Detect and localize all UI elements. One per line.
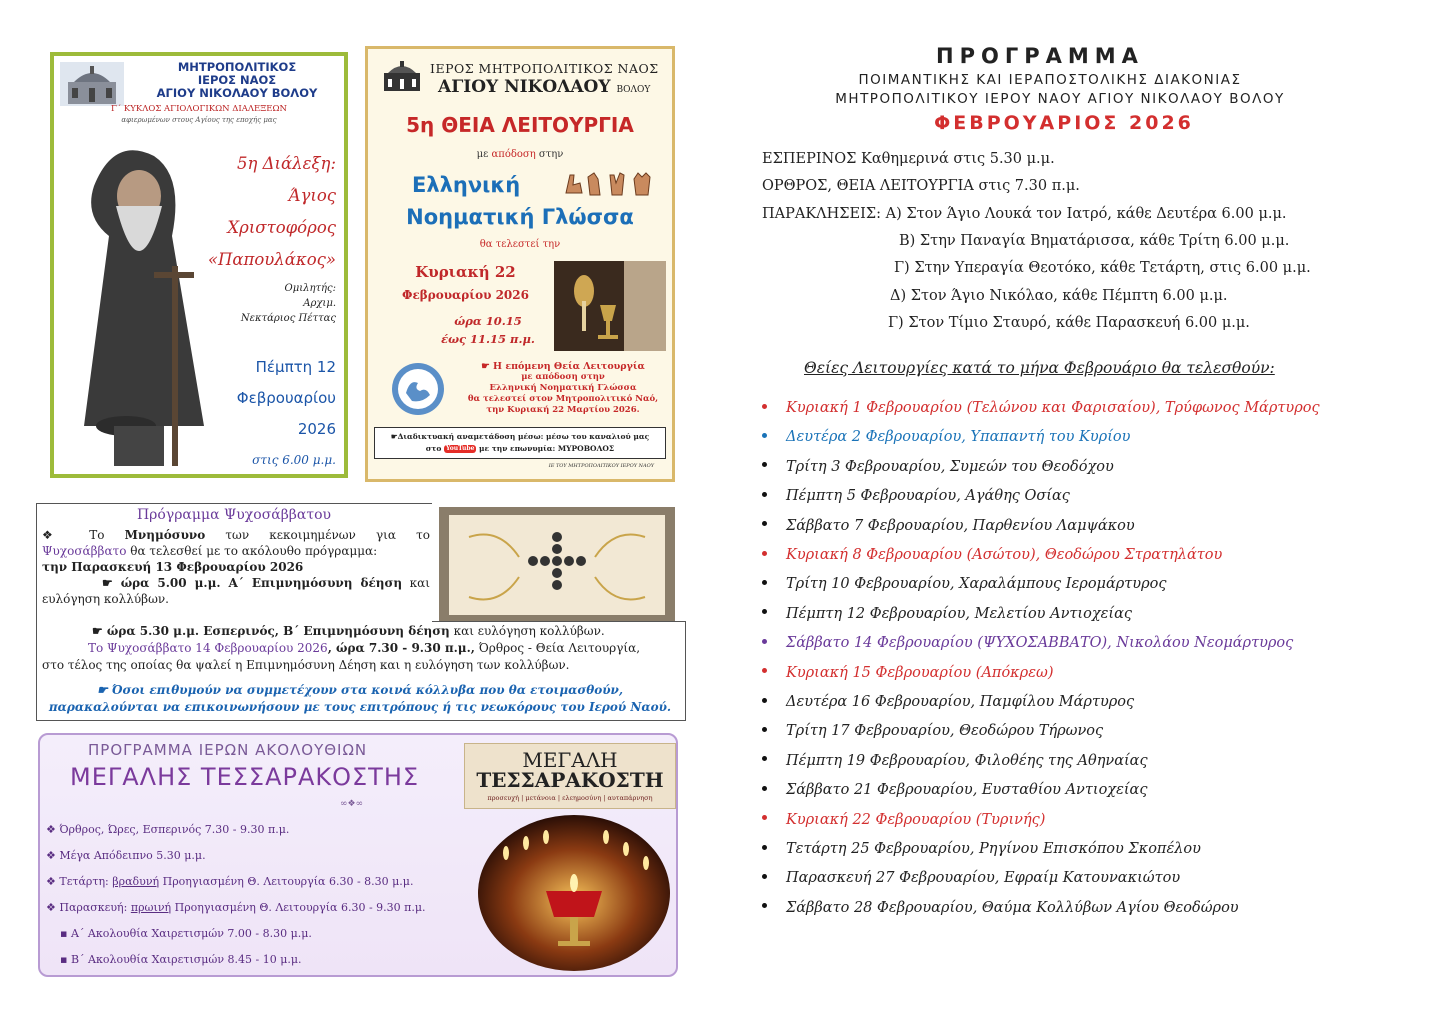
list-item-text: Δευτέρα 16 Φεβρουαρίου, Παμφίλου Μάρτυρος (786, 694, 1135, 710)
list-item-text: Πέμπτη 12 Φεβρουαρίου, Μελετίου Αντιοχείας (786, 605, 1132, 622)
speaker: Ομιλητής: Αρχιμ. Νεκτάριος Πέττας (240, 283, 336, 324)
list-item (762, 459, 1114, 475)
vespers-line: ΕΣΠΕΡΙΝΟΣ Καθημερινά στις 5.30 μ.μ. (762, 151, 1055, 167)
list-item (762, 576, 1167, 592)
bullet-icon (762, 786, 767, 791)
list-item-text: Κυριακή 8 Φεβρουαρίου (Ασώτου), Θεοδώρου Στρατηλάτου (786, 547, 1223, 563)
list-item (762, 870, 1180, 886)
list-item-text: Σάββατο 21 Φεβρουαρίου, Ευσταθίου Αντιοχείας (786, 782, 1148, 799)
lent-item-wednesday: ❖ Τετάρτη: βραδυνή Προηγιασμένη Θ. Λειτουργία 6.30 - 8.30 μ.μ. (46, 875, 414, 888)
list-item-text: Δευτέρα 2 Φεβρουαρίου, Υπαπαντή του Κυρίου (786, 429, 1131, 446)
sign-hands-icon (560, 167, 660, 201)
program-month: ΦΕΒΡΟΥΑΡΙΟΣ 2026 (934, 112, 1194, 134)
bullet-icon (762, 903, 767, 908)
list-item (762, 606, 1132, 622)
list-item (762, 547, 1222, 563)
bullet-icon (762, 492, 767, 497)
lent-item-apodeipno: ❖ Μέγα Απόδειπνο 5.30 μ.μ. (46, 849, 206, 862)
lent-item-orthros: ❖ Όρθρος, Ώρες, Εσπερινός 7.30 - 9.30 π.μ. (46, 823, 290, 836)
lent-title1: ΠΡΟΓΡΑΜΜΑ ΙΕΡΩΝ ΑΚΟΛΟΥΘΙΩΝ (88, 741, 368, 759)
bullet-icon (762, 756, 767, 761)
lecture-cycle: Γ΄ ΚΥΚΛΟΣ ΑΓΙΟΛΟΓΙΚΩΝ ΔΙΑΛΕΞΕΩΝ (111, 104, 287, 114)
list-item-text: Σάββατο 7 Φεβρουαρίου, Παρθενίου Λαμψάκου (786, 517, 1135, 534)
list-item-text: Τρίτη 17 Φεβρουαρίου, Θεοδώρου Τήρωνος (786, 723, 1104, 740)
lent-item-chairetismoi-b: ▪ Β΄ Ακολουθία Χαιρετισμών 8.45 - 10 μ.μ. (60, 953, 302, 966)
kollyva-photo-icon (439, 507, 675, 621)
bullet-icon (762, 845, 767, 850)
liturgy-with: με απόδοση στην (476, 149, 564, 160)
bullet-icon (762, 815, 767, 820)
paraklisis-d: Δ) Στον Άγιο Νικόλαο, κάθε Πέμπτη 6.00 μ.μ. (890, 288, 1228, 304)
sign-language-logo-icon (390, 361, 446, 417)
lecture-info: 5η Διάλεξη: Άγιος Χριστοφόρος «Παπουλάκος» (207, 154, 336, 269)
list-item-text: Παρασκευή 27 Φεβρουαρίου, Εφραίμ Κατουνακιώτου (786, 870, 1181, 887)
liturgy-poster (365, 46, 675, 482)
list-item (762, 812, 1045, 828)
liturgy-will: θα τελεστεί την (479, 239, 561, 250)
list-item (762, 518, 1135, 534)
lent-item-friday: ❖ Παρασκευή: πρωινή Προηγιασμένη Θ. Λειτουργία 6.30 - 9.30 π.μ. (46, 901, 426, 914)
list-item (762, 400, 1320, 416)
psychosavvato-vespers: ☛ ώρα 5.30 μ.μ. Εσπερινός, Β΄ Επιμνημόσυνη δέηση και ευλόγηση κολλύβων. (92, 624, 605, 638)
lang-greek: Ελληνική (412, 173, 521, 197)
bullet-icon (762, 698, 767, 703)
bullet-icon (762, 668, 767, 673)
list-item-text: Σάββατο 14 Φεβρουαρίου (ΨΥΧΟΣΑΒΒΑΤΟ), Νικολάου Νεομάρτυρος (786, 635, 1294, 652)
bullet-icon (762, 404, 767, 409)
psychosavvato-note1: ☛ Όσοι επιθυμούν να συμμετέχουν στα κοινά κόλλυβα που θα ετοιμασθούν, (96, 683, 624, 697)
psychosavvato-note2: παρακαλούνται να επικοινωνήσουν με τους επιτρόπους ή τις νεωκόρους του Ιερού Ναού. (48, 700, 672, 714)
liturgies-heading: Θείες Λειτουργίες κατά το μήνα Φεβρουάριο θα τελεσθούν: (804, 359, 1275, 377)
church-icon (60, 62, 124, 106)
liturgy-title: 5η ΘΕΙΑ ΛΕΙΤΟΥΡΓΙΑ (406, 113, 634, 137)
liturgy-date: Κυριακή 22 Φεβρουαρίου 2026 (402, 263, 529, 302)
ornament-icon: ∞❖∞ (340, 799, 364, 809)
psychosavvato-title: Πρόγραμμα Ψυχοσάββατου (136, 507, 332, 523)
list-item (762, 723, 1103, 739)
list-item-text: Κυριακή 1 Φεβρουαρίου (Τελώνου και Φαρισαίου), Τρύφωνος Μάρτυρος (786, 400, 1320, 416)
list-item-text: Τετάρτη 25 Φεβρουαρίου, Ρηγίνου Επισκόπου Σκοπέλου (786, 841, 1201, 857)
paraklisis-e: Γ) Στον Τίμιο Σταυρό, κάθε Παρασκευή 6.00 μ.μ. (888, 315, 1250, 331)
lecture-poster (50, 52, 348, 478)
paraklisis-b: Β) Στην Παναγία Βηματάρισσα, κάθε Τρίτη 6.00 μ.μ. (899, 233, 1290, 249)
list-item (762, 488, 1070, 504)
list-item-text: Σάββατο 28 Φεβρουαρίου, Θαύμα Κολλύβων Αγίου Θεοδώρου (786, 899, 1239, 916)
psychosavvato-memorial: στο τέλος της οποίας θα ψαλεί η Επιμνημόσυνη Δέηση και η ευλόγηση των κολλύβων. (42, 658, 570, 672)
list-item (762, 635, 1293, 651)
poster2-header1: ΙΕΡΟΣ ΜΗΤΡΟΠΟΛΙΤΙΚΟΣ ΝΑΟΣ (430, 61, 659, 76)
poster2-header2: ΑΓΙΟΥ ΝΙΚΟΛΑΟΥ ΒΟΛΟΥ (438, 77, 651, 97)
lent-item-chairetismoi-a: ▪ Α΄ Ακολουθία Χαιρετισμών 7.00 - 8.30 μ.μ. (60, 927, 312, 940)
list-item-text: Πέμπτη 5 Φεβρουαρίου, Αγάθης Οσίας (786, 488, 1070, 505)
list-item (762, 753, 1148, 769)
psychosavvato-liturgy: Το Ψυχοσάββατο 14 Φεβρουαρίου 2026, ώρα 7.30 - 9.30 π.μ., Όρθρος - Θεία Λειτουργία, (88, 641, 641, 655)
list-item (762, 782, 1147, 798)
list-item (762, 694, 1134, 710)
psychosavvato-section (36, 503, 686, 721)
lent-program-box (38, 733, 678, 977)
live-stream-box: ☛Διαδικτυακή αναμετάδοση μέσω: μέσω του καναλιού μας στο YouTube με την επωνυμία: ΜΥΡΟΒΟΛΟΣ (374, 427, 666, 459)
list-item (762, 665, 1053, 681)
lent-title2: ΜΕΓΑΛΗΣ ΤΕΣΣΑΡΑΚΟΣΤΗΣ (70, 763, 420, 791)
poster1-header: ΜΗΤΡΟΠΟΛΙΤΙΚΟΣ ΙΕΡΟΣ ΝΑΟΣ ΑΓΙΟΥ ΝΙΚΟΛΑΟΥ ΒΟΛΟΥ (156, 60, 318, 100)
list-item-text: Κυριακή 22 Φεβρουαρίου (Τυρινής) (786, 811, 1046, 828)
candles-photo-icon (476, 813, 672, 973)
orthros-line: ΟΡΘΡΟΣ, ΘΕΙΑ ΛΕΙΤΟΥΡΓΙΑ στις 7.30 π.μ. (762, 178, 1080, 194)
bullet-icon (762, 874, 767, 879)
youtube-icon[interactable]: YouTube (445, 445, 475, 452)
list-item (762, 429, 1130, 445)
lent-badge: ΜΕΓΑΛΗ ΤΕΣΣΑΡΑΚΟΣΤΗ προσευχή | μετάνοια | ελεημοσύνη | αυταπάρνηση (464, 743, 676, 809)
next-liturgy: ☛ Η επόμενη Θεία Λειτουργία με απόδοση στην Ελληνική Νοηματική Γλώσσα θα τελεστεί στον Μητροπολιτικό Ναό, την Κυριακή 22 Μαρτίου 2026. (467, 361, 659, 415)
program-subtitle2: ΜΗΤΡΟΠΟΛΙΤΙΚΟΥ ΙΕΡΟΥ ΝΑΟΥ ΑΓΙΟΥ ΝΙΚΟΛΑΟΥ ΒΟΛΟΥ (835, 91, 1285, 107)
paraklisis-c: Γ) Στην Υπεραγία Θεοτόκο, κάθε Τετάρτη, στις 6.00 μ.μ. (894, 260, 1311, 276)
list-item-text: Κυριακή 15 Φεβρουαρίου (Απόκρεω) (786, 664, 1054, 681)
lecture-dedication: αφιερωμένων στους Αγίους της εποχής μας (121, 116, 277, 124)
bullet-icon (762, 521, 767, 526)
liturgy-hours: ώρα 10.15 έως 11.15 π.μ. (441, 314, 535, 346)
bullet-icon (762, 551, 767, 556)
bullet-icon (762, 433, 767, 438)
bullet-icon (762, 609, 767, 614)
bullet-icon (762, 727, 767, 732)
bullet-icon (762, 462, 767, 467)
bullet-icon (762, 639, 767, 644)
lang-sign: Νοηματική Γλώσσα (406, 205, 634, 229)
list-item-text: Τρίτη 3 Φεβρουαρίου, Συμεών του Θεοδόχου (786, 458, 1114, 475)
bullet-icon (762, 580, 767, 585)
lecture-date: Πέμπτη 12 Φεβρουαρίου 2026 στις 6.00 μ.μ. (236, 358, 336, 467)
psychosavvato-intro: ❖ Το Μνημόσυνο των κεκοιμημένων για το Ψυχοσάββατο θα τελεσθεί με το ακόλουθο πρόγραμμα: την Παρασκευή 13 Φεβρουαρίου 2026 ☛ ώρα 5.00 μ.μ. Α΄ Επιμνημόσυνη δέηση και ευλόγηση κολλύβων. (42, 528, 430, 606)
church-icon (380, 59, 424, 93)
poster2-footer: ΙΕ ΤΟΥ ΜΗΤΡΟΠΟΛΙΤΙΚΟΥ ΙΕΡΟΥ ΝΑΟΥ (548, 463, 654, 469)
program-title: ΠΡΟΓΡΑΜΜΑ (936, 44, 1144, 68)
list-item (762, 900, 1239, 916)
program-column (700, 0, 1439, 1013)
chalice-photo-icon (554, 261, 666, 351)
list-item-text: Τρίτη 10 Φεβρουαρίου, Χαραλάμπους Ιερομάρτυρος (786, 576, 1167, 593)
list-item-text: Πέμπτη 19 Φεβρουαρίου, Φιλοθέης της Αθηναίας (786, 752, 1148, 769)
list-item (762, 841, 1201, 857)
program-subtitle1: ΠΟΙΜΑΝΤΙΚΗΣ ΚΑΙ ΙΕΡΑΠΟΣΤΟΛΙΚΗΣ ΔΙΑΚΟΝΙΑΣ (858, 72, 1242, 88)
paraklisis-a: ΠΑΡΑΚΛΗΣΕΙΣ: Α) Στον Άγιο Λουκά τον Ιατρό, κάθε Δευτέρα 6.00 μ.μ. (762, 206, 1287, 222)
